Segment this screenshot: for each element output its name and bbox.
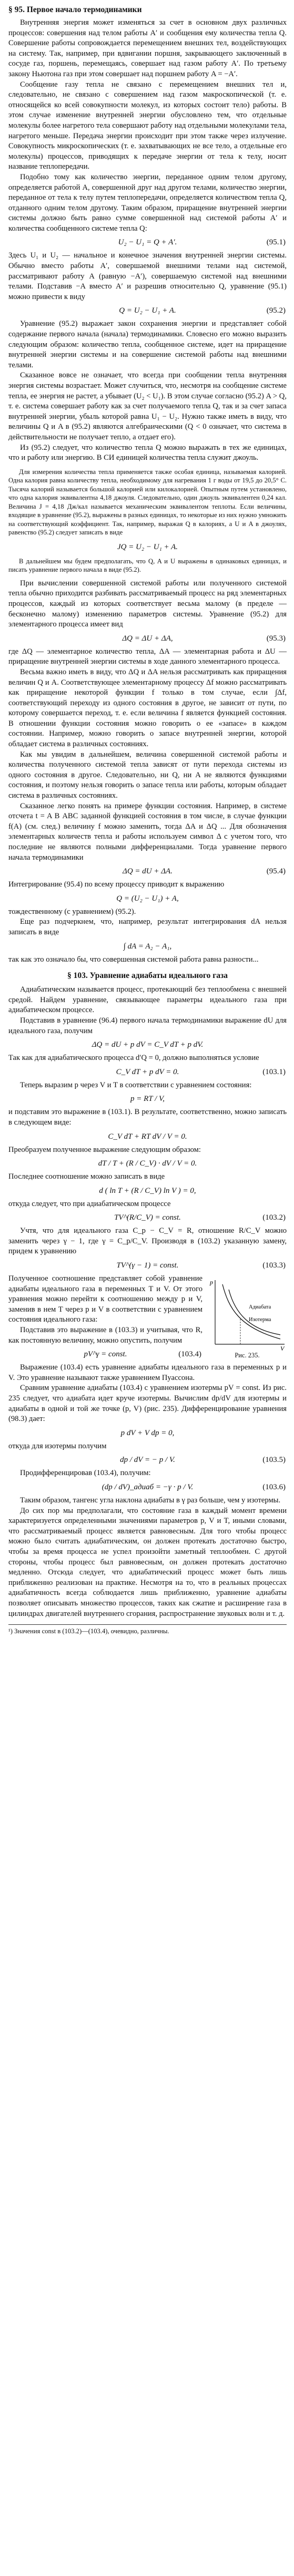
equation [8, 633, 287, 644]
paragraph: Как мы увидим в дальнейшем, величина совершенной системой работы и количества полученного системой тепла зависят от пути перехода системы из одного состояния в другое. Следовательно, ни Q, ни A не являются функциями состояния, и поэтому нельзя говорить о запасе тепла или работы, которым обладает система в различных состояниях. [8, 750, 287, 800]
paragraph: так как это означало бы, что совершенная системой работа равна разности... [8, 955, 259, 964]
equation [8, 1066, 287, 1078]
equation-body: TV^(R/C_V) = const. [114, 1213, 181, 1222]
equation [8, 893, 287, 904]
equation-number: (103.6) [262, 1482, 286, 1491]
equation-number: (103.2) [262, 1213, 286, 1222]
adiabat-isotherm-chart [208, 1277, 287, 1351]
equation [8, 1427, 287, 1439]
section-103-title: § 103. Уравнение адиабаты идеального газа [67, 971, 228, 981]
equation-number: (103.3) [262, 1261, 286, 1270]
equation-body: C_V dT + RT dV / V = 0. [108, 1132, 187, 1141]
equation-body: p = RT / V, [130, 1095, 165, 1104]
equation-body: (dp / dV)_адиаб = −γ · p / V. [102, 1482, 194, 1491]
equation [8, 1454, 287, 1466]
footnote: ¹) Значения const в (103.2)—(103.4), очевидно, различны. [8, 1624, 287, 1636]
equation-number: (103.1) [262, 1067, 286, 1076]
paragraph: Теперь выразим p через V и T в соответствии с уравнением состояния: [20, 1080, 252, 1089]
paragraph: Подставив в уравнение (96.4) первого начала термодинамики выражение dU для идеального газа, получим [8, 1016, 287, 1035]
paragraph: Уравнение (95.2) выражает закон сохранения энергии и представляет собой содержание первого начала (начала) термодинамики. Словесно его можно выразить следующим образом: количество тепла, сообщенное системе, идет на приращение внутренней энергии системы и на совершение системой работы над внешними телами. [8, 320, 287, 369]
paragraph: До сих пор мы предполагали, что состояние газа в каждый момент времени характеризуется определенными значениями параметров p, V и T, иными словами, что рассматриваемый процесс является равновесным. Для того чтобы процесс можно было считать адиабатическим, он должен протекать достаточно быстро, чтобы за время процесса не успел произойти заметный теплообмен. С другой стороны, чтобы процесс был равновесным, он должен протекать достаточно медленно. Отсюда следует, что адиабатический процесс может быть лишь приближенно реализован на практике. Несмотря на то, что в реальных процессах адиабатичность всегда соблюдается лишь приближенно, уравнение адиабаты позволяет описывать множество процессов, таких как сжатие и расширение газа в цилиндрах двигателей внутреннего сгорания, распространение звуковых волн и т. д. [8, 1506, 287, 1618]
paragraph: Из (95.2) следует, что количество тепла Q можно выражать в тех же единицах, что и работу или энергию. В СИ единицей количества тепла служит джоуль. [8, 443, 287, 462]
paragraph: Сравним уравнение адиабаты (103.4) с уравнением изотермы pV = const. Из рис. 235 следует, что адиабата идет круче изотермы. Вычислим dp/dV для изотермы и адиабаты в одной и той же точке (p, V) (рис. 235). Дифференцирование уравнения (98.3) дает: [8, 1384, 287, 1424]
small-note: Для измерения количества тепла применяется также особая единица, называемая калорией. Одна калория равна количеству тепла, необходимому для нагревания 1 г воды от 19,5 до 20,5° С. Тысяча калорий называется большой калорией или килокалорией. Опытным путем установлено, что одна калория эквивалентна 4,18 джоуля. Следовательно, один джоуль эквивалентен 0,24 кал. Величина J = 4,18 Дж/кал называется механическим эквивалентом теплоты. Если величины, входящие в уравнение (95.2), выражены в разных единицах, то некоторые из них нужно умножить на соответствующий коэффициент. Так, например, выражая Q в калориях, а U и A в джоулях, равенство (95.2) следует записать в виде [8, 468, 287, 537]
equation-number: (95.2) [266, 306, 286, 315]
equation-number: (95.3) [266, 634, 286, 643]
equation [8, 865, 287, 877]
equation-body: p dV + V dp = 0, [120, 1428, 175, 1437]
paragraph: Здесь U₁ и U₂ — начальное и конечное значения внутренней энергии системы. Обычно вместо работы A′, совершаемой внешними телами над системой, рассматривают работу A (равную −A′), совершаемую системой над внешними телами. Подставив −A вместо A′ и разрешив относительно Q, уравнение (95.1) можно привести к виду [8, 251, 287, 301]
equation-number: (95.1) [266, 238, 286, 247]
paragraph: Последнее соотношение можно записать в виде [8, 1172, 165, 1181]
equation-body: U₂ − U₁ = Q + A′. [118, 238, 177, 247]
equation-body: C_V dT + p dV = 0. [116, 1067, 179, 1076]
equation [8, 236, 287, 248]
paragraph: Таким образом, тангенс угла наклона адиабаты в γ раз больше, чем у изотермы. [20, 1496, 281, 1505]
small-note: В дальнейшем мы будем предполагать, что Q, A и U выражены в одинаковых единицах, и писать уравнение первого начала в виде (95.2). [8, 557, 287, 574]
paragraph: откуда следует, что при адиабатическом процессе [8, 1199, 171, 1208]
paragraph: откуда для изотермы получим [8, 1441, 107, 1450]
equation [8, 1348, 202, 1360]
equation-body: ΔQ = ΔU + ΔA, [122, 634, 173, 643]
equation-body: d ( ln T + (R / C_V) ln V ) = 0, [99, 1186, 196, 1195]
equation [8, 1093, 287, 1105]
equation-body: ΔQ = dU + p dV = C_V dT + p dV. [92, 1040, 204, 1049]
paragraph: Сказанное вовсе не означает, что всегда при сообщении тепла внутренняя энергия системы возрастает. Может случиться, что, несмотря на сообщение системе тепла, ее энергия не растет, а убывает (U₂ < U₁). В этом случае согласно (95.2) A > Q, т. е. система совершает работу как за счет получаемого тепла Q, так и за счет запаса внутренней энергии, убыль которой равна U₁ − U₂. Нужно также иметь в виду, что величины Q и A в (95.2) являются алгебраическими (Q < 0 означает, что система в действительности не получает тепло, а отдает его). [8, 371, 287, 441]
paragraph: и подставим это выражение в (103.1). В результате, соответственно, можно записать в следующем виде: [8, 1108, 287, 1127]
paragraph: Подобно тому как количество энергии, переданное одним телом другому, определяется работой A, совершенной друг над другом телами, количество энергии, переданное от тела к телу путем теплопередачи, определяется количеством тепла Q, отданного одним телом другому. Таким образом, приращение внутренней энергии системы должно быть равно сумме совершенной над системой работы A′ и количества сообщенного системе тепла Q: [8, 172, 287, 233]
paragraph: Интегрирование (95.4) по всему процессу приводит к выражению [8, 880, 225, 889]
equation [8, 1212, 287, 1223]
equation-body: JQ = U₂ − U₁ + A. [117, 542, 178, 551]
equation [8, 941, 287, 952]
equation [8, 1158, 287, 1169]
equation-number: (103.4) [178, 1350, 201, 1359]
figure-caption: Рис. 235. [235, 1352, 260, 1359]
adiabat-curve [222, 1284, 280, 1339]
equation [8, 305, 287, 316]
equation [8, 541, 287, 553]
equation-body: pV^γ = const. [84, 1350, 127, 1359]
equation [8, 1185, 287, 1197]
equation-number: (95.4) [266, 867, 286, 876]
paragraph: Сказанное легко понять на примере функции состояния. Например, в системе отсчета t = A В ABC заданной функцией состояния в том числе, в случае функции f(A) (см. след.) величину f можно заменить, тогда ΔA и ΔQ ... Для обозначения элементарных количеств тепла и работы используем символ Δ с учетом того, что последние не являются полными дифференциалами. Тогда уравнение первого начала термодинамики [8, 801, 287, 862]
equation-number: (103.5) [262, 1456, 286, 1465]
paragraph: Так как для адиабатического процесса d′Q = 0, должно выполняться условие [8, 1054, 259, 1063]
isotherm-curve [229, 1290, 280, 1335]
equation [8, 1039, 287, 1050]
equation [8, 1481, 287, 1493]
paragraph: тождественному (с уравнением) (95.2). [8, 907, 136, 916]
equation-body: TV^(γ − 1) = const. [116, 1261, 179, 1270]
figure-235 [208, 1277, 287, 1359]
paragraph: Сообщение газу тепла не связано с перемещением внешних тел и, следовательно, не связано с совершением над газом макроскопической (т. е. относящейся ко всей совокупности молекул, из которых состоит тело) работы. В этом случае изменение внутренней энергии обусловлено тем, что отдельные молекулы более нагретого тела совершают работу над отдельными молекулами тела, нагретого меньше. Передача энергии происходит при этом также через излучение. Совокупность микроскопических (т. е. захватывающих не все тело, а отдельные его молекулы) процессов, приводящих к передаче энергии от тела к телу, носит название теплопередачи. [8, 80, 287, 171]
paragraph: Еще раз подчеркнем, что, например, результат интегрирования dA нельзя записать в виде [8, 918, 287, 936]
paragraph: Продифференцировав (103.4), получим: [20, 1469, 151, 1478]
equation-body: Q = (U₂ − U₁) + A, [116, 894, 179, 903]
paragraph: Весьма важно иметь в виду, что ΔQ и ΔA нельзя рассматривать как приращения величин Q и A. Соответствующее элементарному процессу Δf можно рассматривать как приращение некоторой функции f только в том случае, если ∫Δf, соответствующий переходу из одного состояния в другое, не зависит от пути, по которому совершается переход, т. е. если величина f является функцией состояния. В отношении функции состояния можно говорить о ее «запасе» в каждом состоянии. Например, можно говорить о запасе внутренней энергии, которой обладает система в различных состояниях. [8, 667, 287, 749]
isotherm-label: Изотерма [249, 1317, 271, 1323]
paragraph: Полученное соотношение представляет собой уравнение адиабаты идеального газа в переменных T и V. От этого уравнения можно перейти к соотношению между p и V, заменив в нем T через p и V в соответствии с уравнением состояния идеального газа: [8, 1274, 202, 1324]
section-95-title: § 95. Первое начало термодинамики [8, 5, 142, 14]
equation-body: ΔQ = dU + ΔA. [123, 867, 173, 876]
paragraph: Преобразуем полученное выражение следующим образом: [8, 1145, 201, 1154]
paragraph: Учтя, что для идеального газа C_p − C_V = R, отношение R/C_V можно заменить через γ − 1, где γ = C_p/C_V. Производя в (103.2) указанную замену, придем к уравнению [8, 1227, 287, 1256]
paragraph: Внутренняя энергия может изменяться за счет в основном двух различных процессов: совершения над телом работы A′ и сообщения ему количества тепла Q. Совершение работы сопровождается перемещением внешних тел, воздействующих на систему. Так, например, при вдвигании поршня, закрывающего заключенный в сосуде газ, поршень, перемещаясь, совершает над газом работу A′. По третьему закону Ньютона газ при этом совершает над поршнем работу A = −A′. [8, 18, 287, 78]
equation-body: Q = U₂ − U₁ + A. [119, 306, 176, 315]
equation-body: dp / dV = − p / V. [120, 1456, 175, 1465]
equation-body: dT / T + (R / C_V) · dV / V = 0. [98, 1159, 197, 1168]
adiabat-label: Адиабата [249, 1304, 271, 1311]
equation-body: ∫ dA = A₂ − A₁, [123, 942, 172, 951]
paragraph: При вычислении совершенной системой работы или полученного системой тепла обычно приходится разбивать рассматриваемый процесс на ряд элементарных процессов, каждый из которых соответствует весьма малому (в пределе — бесконечно малому) изменению параметров системы. Уравнение (95.2) для элементарного процесса имеет вид [8, 579, 287, 629]
equation [8, 1131, 287, 1142]
equation [8, 1260, 287, 1271]
paragraph: Выражение (103.4) есть уравнение адиабаты идеального газа в переменных p и V. Это уравнение называют также уравнением Пуассона. [8, 1363, 287, 1382]
axis-v-label: V [280, 1345, 285, 1351]
paragraph: Подставив это выражение в (103.3) и учитывая, что R, как постоянную величину, можно опустить, получим [8, 1326, 202, 1345]
paragraph: где ΔQ — элементарное количество тепла, ΔA — элементарная работа и ΔU — приращение внутренней энергии системы в ходе данного элементарного процесса. [8, 647, 287, 666]
paragraph: Адиабатическим называется процесс, протекающий без теплообмена с внешней средой. Найдем уравнение, связывающее параметры идеального газа при адиабатическом процессе. [8, 985, 287, 1015]
axis-p-label: p [210, 1279, 213, 1286]
